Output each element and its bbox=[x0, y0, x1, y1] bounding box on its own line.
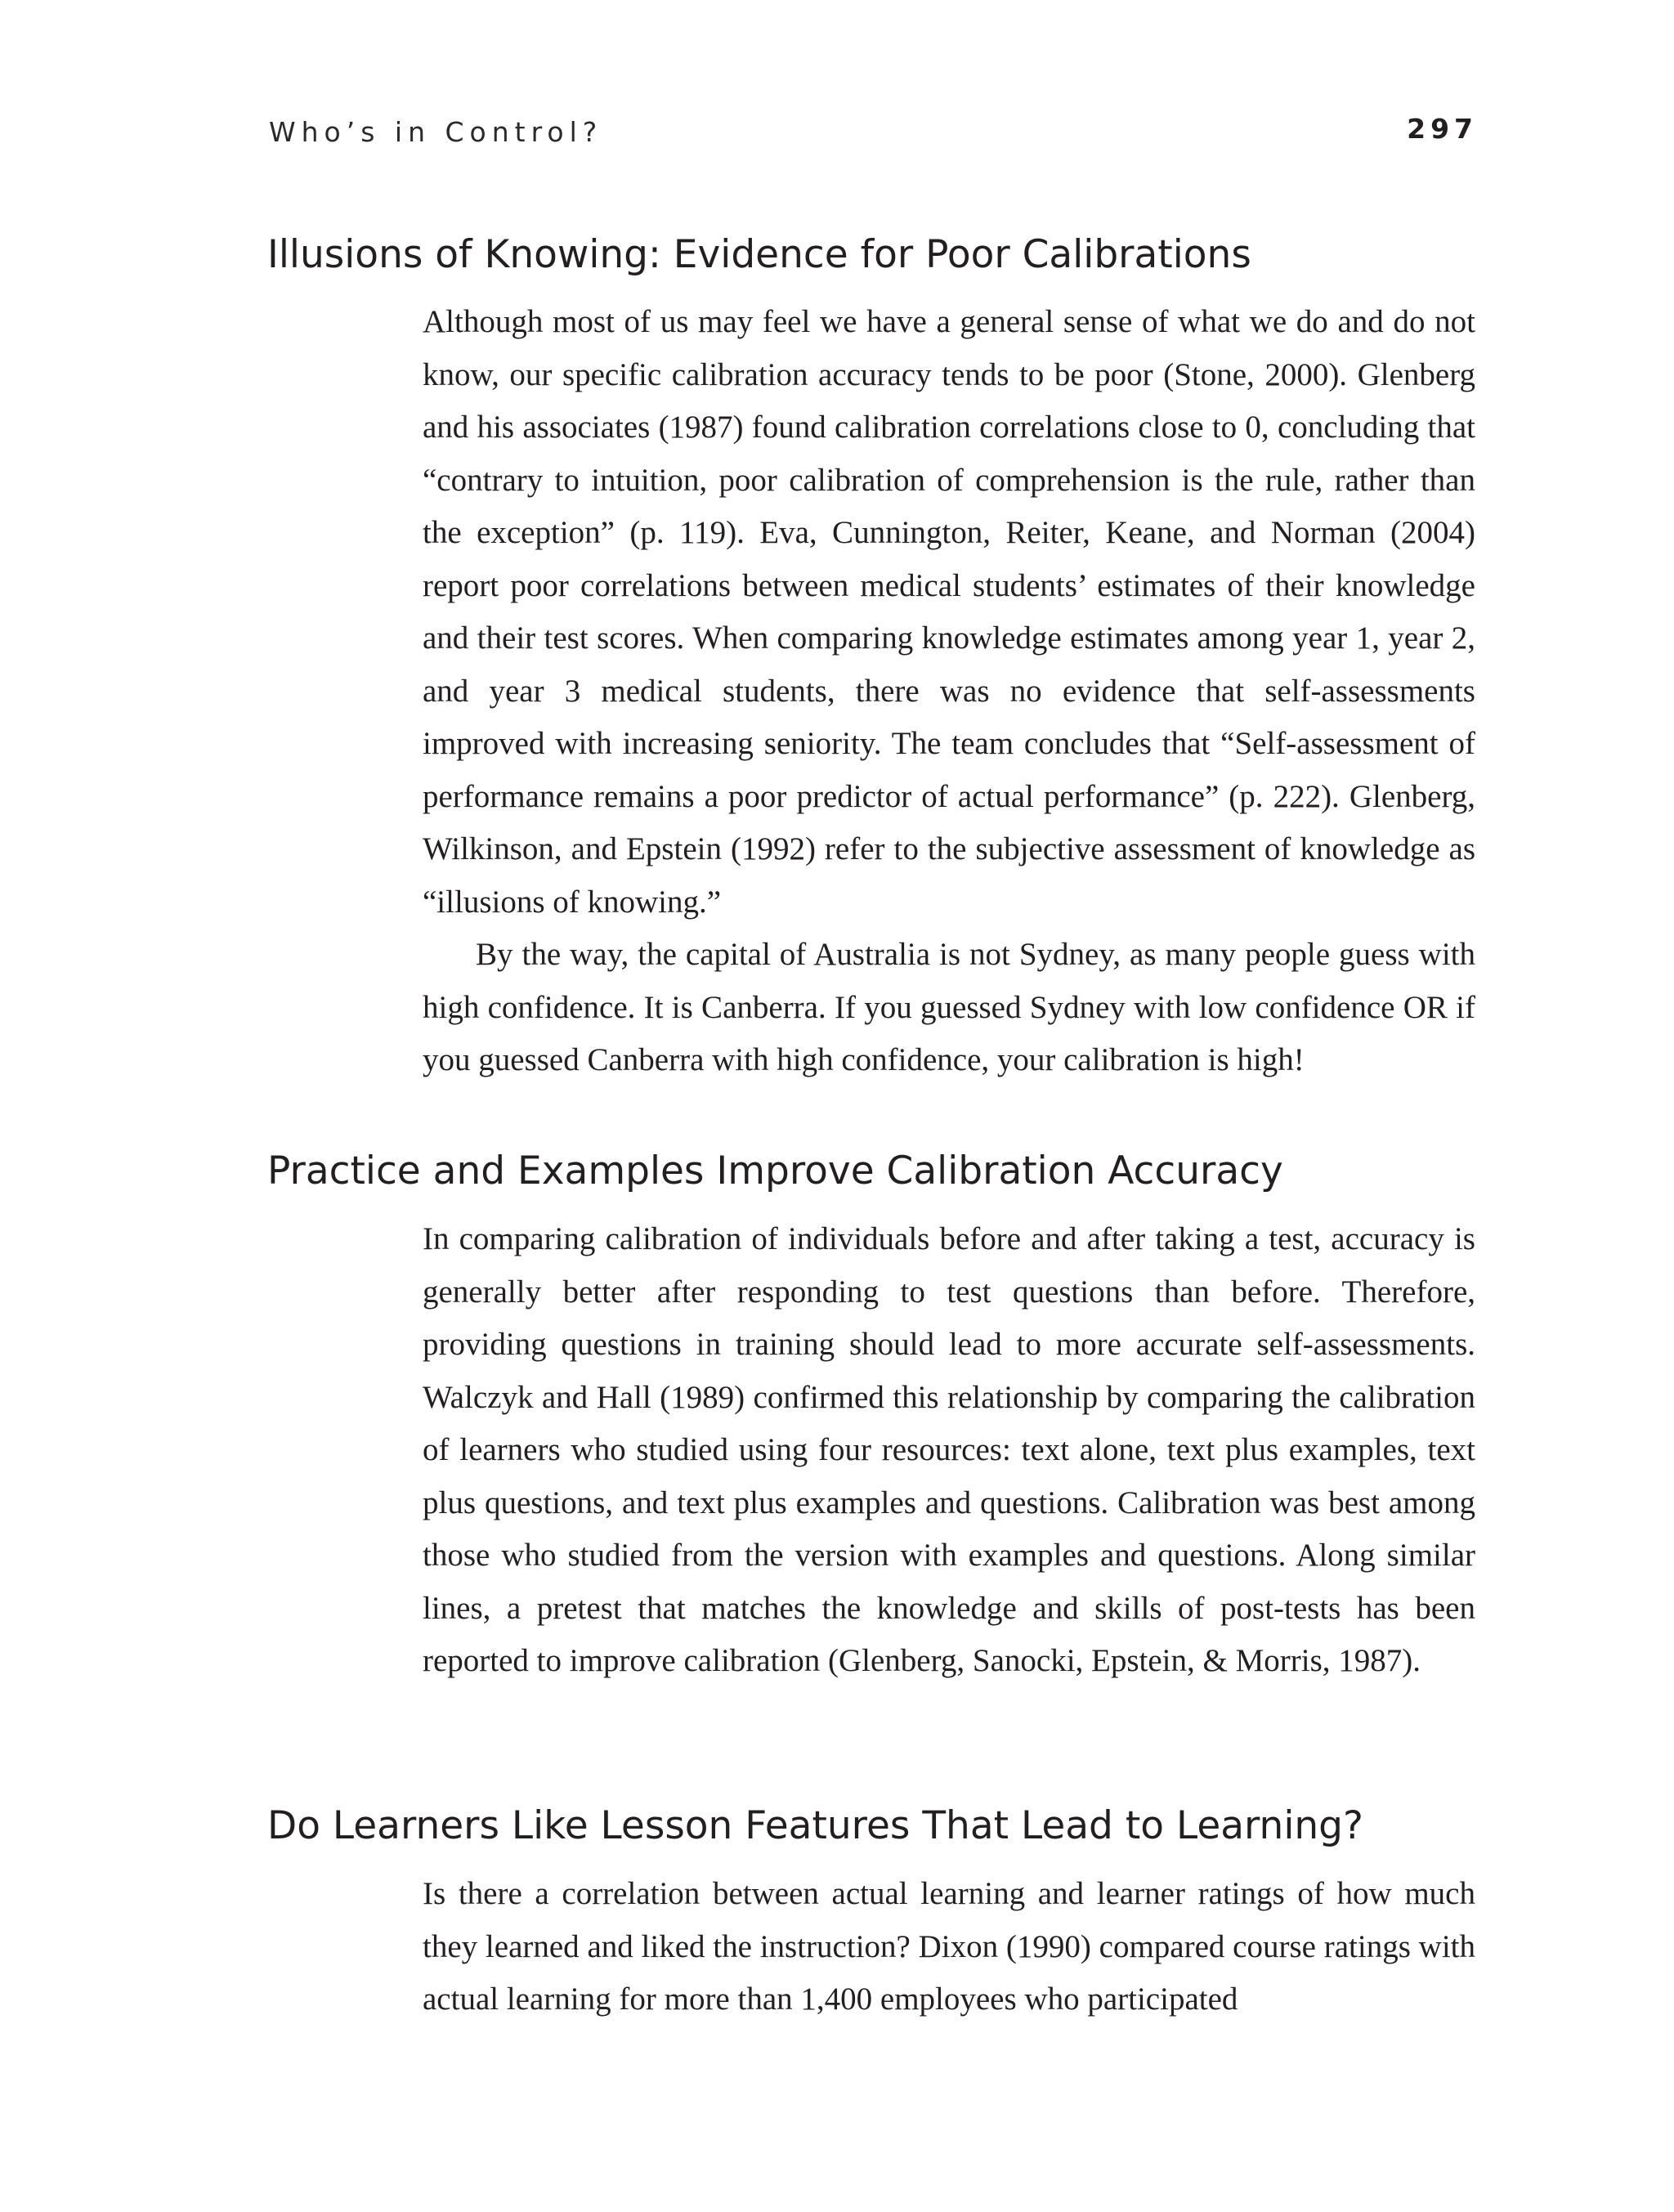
paragraph: Although most of us may feel we have a general sense of what we do and do not know, our specific calibration accuracy tends to be poor (Stone, 2000). Glenberg and his associates (1987) found calibration correlations close to 0, concluding that “contrary to intuition, poor calibration of comprehension is the rule, rather than the exception” (p. 119). Eva, Cunnington, Reiter, Keane, and Norman (2004) report poor correlations between medical students’ estimates of their knowledge and their test scores. When comparing knowledge estimates among year 1, year 2, and year 3 medical students, there was no evidence that self-assessments improved with increasing seniority. The team concludes that “Self-assessment of performance remains a poor predictor of actual performance” (p. 222). Glenberg, Wilkinson, and Epstein (1992) refer to the subjective assessment of knowledge as “illusions of knowing.” bbox=[423, 304, 1475, 920]
paragraph: Is there a correlation between actual learning and learner ratings of how much they learned and liked the instruction? Dixon (1990) compared course ratings with actual learning for more than 1,400 employees who participated bbox=[423, 1876, 1475, 2017]
page-number: 297 bbox=[1407, 113, 1478, 145]
paragraph: By the way, the capital of Australia is not Sydney, as many people guess with high confidence. It is Canberra. If you guessed Sydney with low confidence OR if you guessed Canberra with high confidence, your calibration is high! bbox=[423, 937, 1475, 1077]
section-heading: Illusions of Knowing: Evidence for Poor Calibrations bbox=[267, 232, 1251, 277]
section-heading: Practice and Examples Improve Calibration Accuracy bbox=[267, 1149, 1283, 1193]
section-body bbox=[423, 296, 1475, 1087]
section-heading: Do Learners Like Lesson Features That Lead to Learning? bbox=[267, 1803, 1363, 1848]
running-head: Who’s in Control? bbox=[269, 116, 603, 148]
section-body bbox=[423, 1868, 1475, 2026]
paragraph: In comparing calibration of individuals before and after taking a test, accuracy is generally better after responding to test questions than before. Therefore, providing questions in training should lead to more accurate self-assessments. Walczyk and Hall (1989) confirmed this relationship by comparing the calibration of learners who studied using four resources: text alone, text plus examples, text plus questions, and text plus examples and questions. Calibration was best among those who studied from the version with examples and questions. Along similar lines, a pretest that matches the knowledge and skills of post-tests has been reported to improve calibration (Glenberg, Sanocki, Epstein, & Morris, 1987). bbox=[423, 1221, 1475, 1678]
section-body bbox=[423, 1213, 1475, 1688]
